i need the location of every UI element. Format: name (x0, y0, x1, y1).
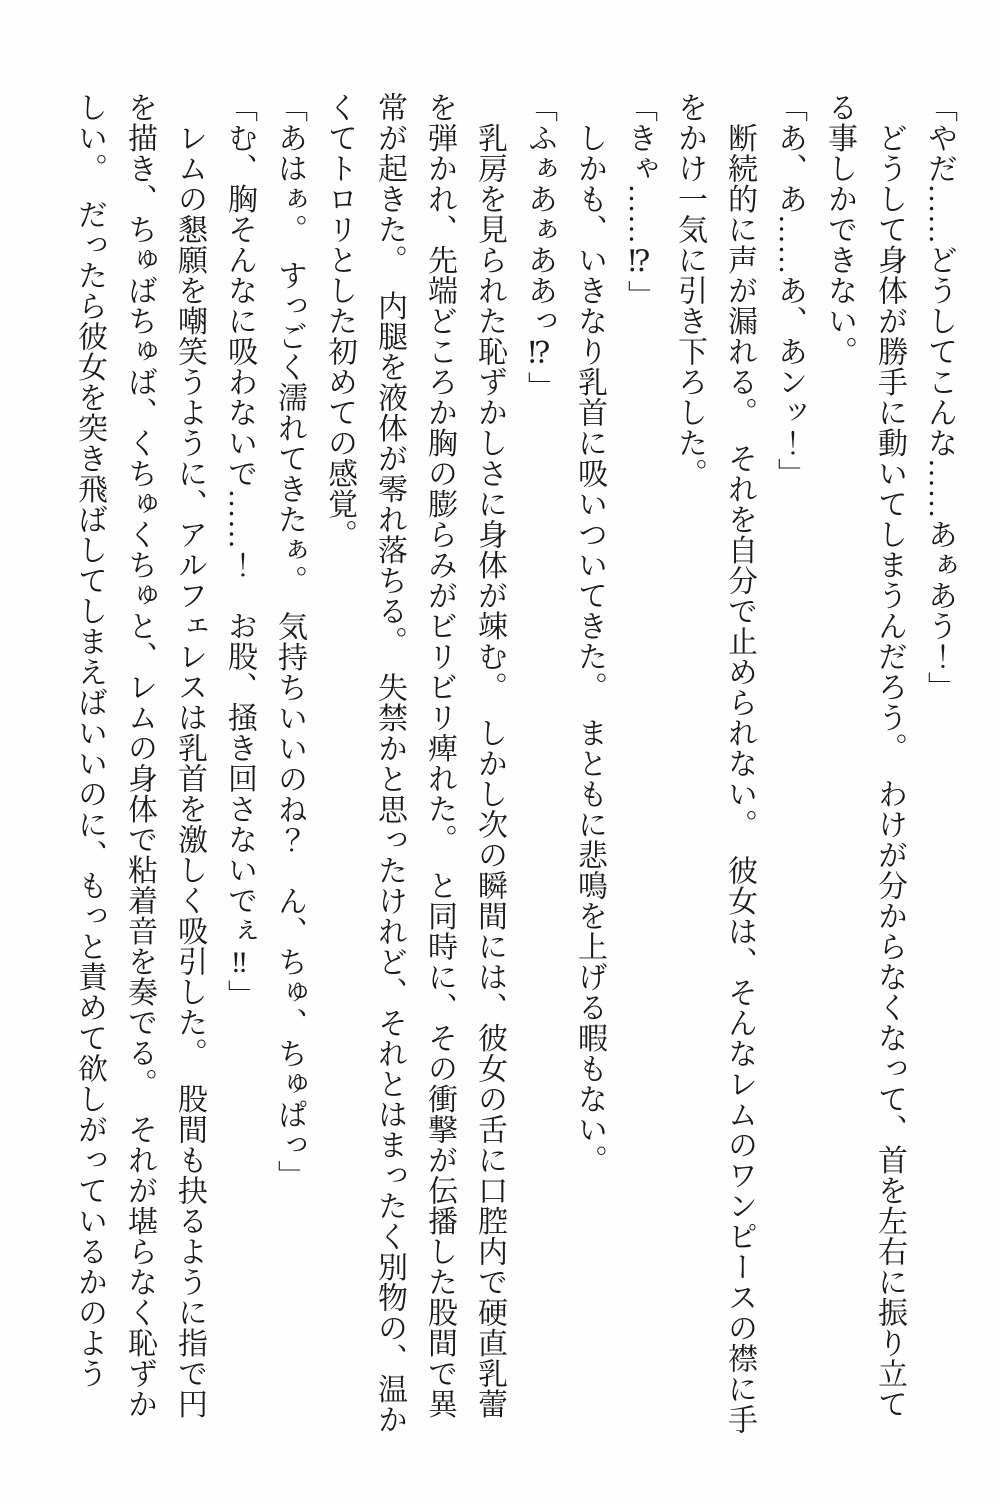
text-column-15: 「む、胸そんなに吸わないで……！ お股、掻き回さないでぇ‼」 (223, 92, 256, 1010)
text-column-2: どうして身体が勝手に動いてしまうんだろう。 わけが分からなくなって、首を左右に振り立て (873, 92, 906, 1419)
text-column-16: レムの懇願を嘲笑うように、アルフェレスは乳首を激しく吸引した。 股間も抉るように指で円 (173, 92, 206, 1419)
text-column-14: 「あはぁ。 すっごく濡れてきたぁ。 気持ちいいのね？ ん、ちゅ、ちゅぱっ」 (273, 92, 306, 1191)
text-column-4: 「あ、あ……あ、あンッ！」 (773, 92, 806, 489)
text-column-13: くてトロリとした初めての感覚。 (323, 92, 356, 550)
text-column-3: る事しかできない。 (823, 92, 856, 367)
text-column-5: 断続的に声が漏れる。 それを自分で止められない。 彼女は、そんなレムのワンピースの襟に手 (723, 92, 756, 1435)
text-column-12: 常が起きた。 内腿を液体が零れ落ちる。 失禁かと思ったけれど、それとはまったく別物の、温か (373, 92, 406, 1435)
text-column-17: を描き、ちゅばちゅば、くちゅくちゅと、レムの身体で粘着音を奏でる。 それが堪らなく恥ずか (123, 92, 156, 1419)
text-column-7: 「きゃ……⁉」 (623, 92, 656, 311)
text-column-10: 乳房を見られた恥ずかしさに身体が竦む。 しかし次の瞬間には、彼女の舌に口腔内で硬直乳蕾 (473, 92, 506, 1419)
vertical-text-block (64, 92, 964, 1472)
text-column-6: をかけ一気に引き下ろした。 (673, 92, 706, 489)
text-column-9: 「ふぁあぁああっ⁉」 (523, 92, 556, 402)
text-column-8: しかも、いきなり乳首に吸いついてきた。 まともに悲鳴を上げる暇もない。 (573, 92, 606, 1175)
text-column-11: を弾かれ、先端どころか胸の膨らみがビリビリ痺れた。 と同時に、その衝撃が伝播した股間で異 (423, 92, 456, 1419)
text-column-1: 「やだ……どうしてこんな……あぁあう！」 (923, 92, 956, 702)
text-column-18: しい。 だったら彼女を突き飛ばしてしまえばいいのに、もっと責めて欲しがっているかのよう (73, 92, 106, 1389)
